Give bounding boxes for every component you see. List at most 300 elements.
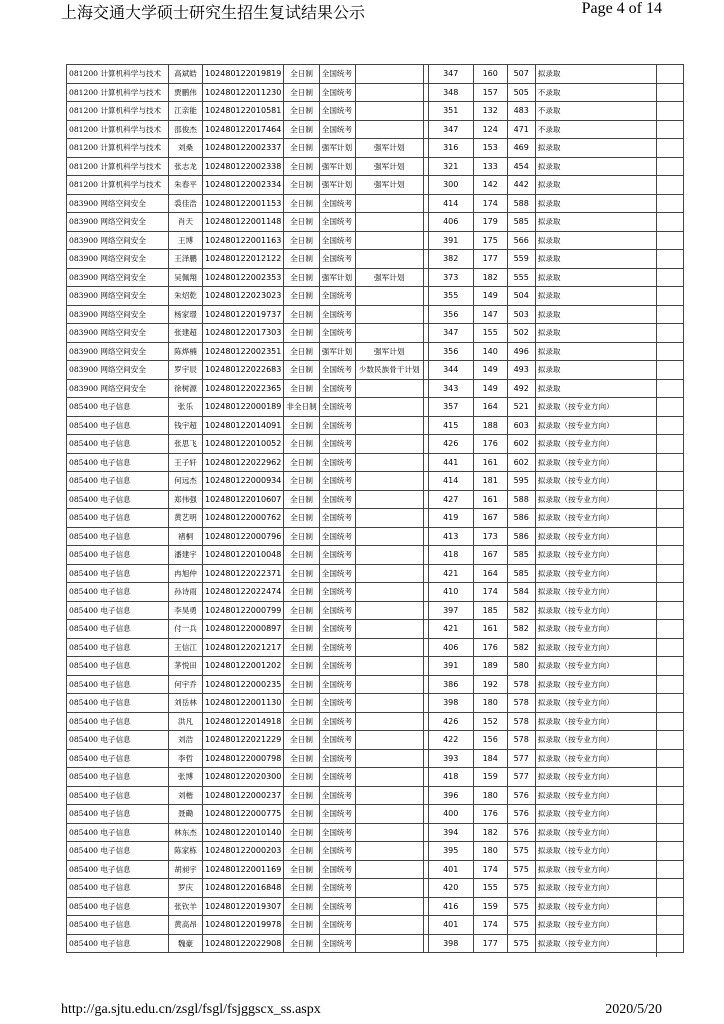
result-cell: 拟录取（按专业方向）	[535, 675, 683, 694]
total-score-cell: 575	[507, 879, 535, 898]
study-mode-cell: 全日制	[284, 638, 319, 657]
major-cell: 085400 电子信息	[67, 823, 169, 842]
exam-type-cell: 强军计划	[319, 139, 355, 158]
exam-id-cell: 102480122014918	[203, 712, 284, 731]
total-score-cell: 580	[507, 657, 535, 676]
table-row	[67, 564, 684, 583]
exam-type-cell: 全国统考	[319, 842, 355, 861]
name-cell: 冉旭仲	[169, 564, 203, 583]
exam-id-cell: 102480122000799	[203, 601, 284, 620]
special-plan-cell	[355, 379, 423, 398]
result-cell: 拟录取（按专业方向）	[535, 842, 683, 861]
total-score-cell: 471	[507, 120, 535, 139]
exam-type-cell: 全国统考	[319, 83, 355, 102]
name-cell: 肖天	[169, 213, 203, 232]
interview-score-cell: 167	[473, 509, 507, 528]
initial-score-cell: 347	[428, 324, 473, 343]
special-plan-cell	[355, 102, 423, 121]
study-mode-cell: 全日制	[284, 231, 319, 250]
major-cell: 085400 电子信息	[67, 472, 169, 491]
result-cell: 拟录取（按专业方向）	[535, 601, 683, 620]
special-plan-cell	[355, 879, 423, 898]
initial-score-cell: 418	[428, 768, 473, 787]
major-cell: 085400 电子信息	[67, 675, 169, 694]
total-score-cell: 493	[507, 361, 535, 380]
exam-id-cell: 102480122021229	[203, 731, 284, 750]
name-cell: 郑伟强	[169, 490, 203, 509]
interview-score-cell: 181	[473, 472, 507, 491]
exam-type-cell: 全国统考	[319, 786, 355, 805]
special-plan-cell	[355, 712, 423, 731]
special-plan-cell	[355, 250, 423, 269]
special-plan-cell	[355, 324, 423, 343]
initial-score-cell: 416	[428, 897, 473, 916]
major-cell: 081200 计算机科学与技术	[67, 176, 169, 195]
interview-score-cell: 164	[473, 398, 507, 417]
exam-type-cell: 全国统考	[319, 250, 355, 269]
major-cell: 085400 电子信息	[67, 897, 169, 916]
total-score-cell: 575	[507, 897, 535, 916]
special-plan-cell	[355, 860, 423, 879]
study-mode-cell: 全日制	[284, 879, 319, 898]
table-row	[67, 675, 684, 694]
table-row	[67, 453, 684, 472]
exam-type-cell: 全国统考	[319, 379, 355, 398]
special-plan-cell	[355, 583, 423, 602]
initial-score-cell: 321	[428, 157, 473, 176]
initial-score-cell: 401	[428, 860, 473, 879]
total-score-cell: 578	[507, 675, 535, 694]
total-score-cell: 521	[507, 398, 535, 417]
result-cell: 拟录取	[535, 305, 683, 324]
exam-type-cell: 全国统考	[319, 361, 355, 380]
major-cell: 083900 网络空间安全	[67, 250, 169, 269]
study-mode-cell: 全日制	[284, 712, 319, 731]
exam-type-cell: 全国统考	[319, 620, 355, 639]
exam-type-cell: 全国统考	[319, 897, 355, 916]
study-mode-cell: 全日制	[284, 139, 319, 158]
exam-type-cell: 全国统考	[319, 694, 355, 713]
initial-score-cell: 426	[428, 435, 473, 454]
exam-id-cell: 102480122010607	[203, 490, 284, 509]
interview-score-cell: 164	[473, 564, 507, 583]
major-cell: 081200 计算机科学与技术	[67, 83, 169, 102]
interview-score-cell: 142	[473, 176, 507, 195]
major-cell: 085400 电子信息	[67, 768, 169, 787]
study-mode-cell: 全日制	[284, 83, 319, 102]
table-row	[67, 712, 684, 731]
interview-score-cell: 152	[473, 712, 507, 731]
special-plan-cell	[355, 934, 423, 953]
study-mode-cell: 全日制	[284, 416, 319, 435]
special-plan-cell	[355, 527, 423, 546]
exam-type-cell: 全国统考	[319, 916, 355, 935]
table-row	[67, 176, 684, 195]
interview-score-cell: 140	[473, 342, 507, 361]
major-cell: 083900 网络空间安全	[67, 361, 169, 380]
name-cell: 付一兵	[169, 620, 203, 639]
total-score-cell: 575	[507, 860, 535, 879]
result-cell: 拟录取（按专业方向）	[535, 435, 683, 454]
major-cell: 083900 网络空间安全	[67, 194, 169, 213]
major-cell: 085400 电子信息	[67, 916, 169, 935]
initial-score-cell: 394	[428, 823, 473, 842]
interview-score-cell: 173	[473, 527, 507, 546]
interview-score-cell: 177	[473, 250, 507, 269]
study-mode-cell: 全日制	[284, 805, 319, 824]
interview-score-cell: 176	[473, 435, 507, 454]
initial-score-cell: 400	[428, 805, 473, 824]
name-cell: 贾鹏伟	[169, 83, 203, 102]
name-cell: 张钦羊	[169, 897, 203, 916]
result-cell: 拟录取	[535, 287, 683, 306]
interview-score-cell: 174	[473, 194, 507, 213]
study-mode-cell: 全日制	[284, 897, 319, 916]
special-plan-cell: 强军计划	[355, 268, 423, 287]
major-cell: 081200 计算机科学与技术	[67, 157, 169, 176]
result-cell: 拟录取（按专业方向）	[535, 657, 683, 676]
total-score-cell: 588	[507, 194, 535, 213]
name-cell: 刘浩	[169, 731, 203, 750]
result-cell: 拟录取（按专业方向）	[535, 731, 683, 750]
initial-score-cell: 386	[428, 675, 473, 694]
interview-score-cell: 184	[473, 749, 507, 768]
exam-id-cell: 102480122000796	[203, 527, 284, 546]
special-plan-cell	[355, 213, 423, 232]
exam-id-cell: 102480122014091	[203, 416, 284, 435]
exam-id-cell: 102480122010140	[203, 823, 284, 842]
table-row	[67, 842, 684, 861]
exam-type-cell: 全国统考	[319, 324, 355, 343]
table-row	[67, 213, 684, 232]
interview-score-cell: 182	[473, 823, 507, 842]
name-cell: 何宇乔	[169, 675, 203, 694]
study-mode-cell: 全日制	[284, 176, 319, 195]
name-cell: 黄高昂	[169, 916, 203, 935]
initial-score-cell: 343	[428, 379, 473, 398]
total-score-cell: 582	[507, 620, 535, 639]
major-cell: 085400 电子信息	[67, 620, 169, 639]
study-mode-cell: 全日制	[284, 860, 319, 879]
study-mode-cell: 全日制	[284, 768, 319, 787]
special-plan-cell	[355, 231, 423, 250]
table-row	[67, 416, 684, 435]
interview-score-cell: 188	[473, 416, 507, 435]
major-cell: 081200 计算机科学与技术	[67, 65, 169, 84]
special-plan-cell	[355, 416, 423, 435]
exam-type-cell: 全国统考	[319, 416, 355, 435]
special-plan-cell: 强军计划	[355, 342, 423, 361]
initial-score-cell: 415	[428, 416, 473, 435]
total-score-cell: 504	[507, 287, 535, 306]
table-row	[67, 786, 684, 805]
table-row	[67, 435, 684, 454]
interview-score-cell: 180	[473, 842, 507, 861]
result-cell: 拟录取	[535, 213, 683, 232]
initial-score-cell: 382	[428, 250, 473, 269]
result-cell: 拟录取（按专业方向）	[535, 860, 683, 879]
total-score-cell: 578	[507, 694, 535, 713]
interview-score-cell: 180	[473, 694, 507, 713]
name-cell: 杨家璟	[169, 305, 203, 324]
table-row	[67, 879, 684, 898]
major-cell: 085400 电子信息	[67, 657, 169, 676]
exam-type-cell: 全国统考	[319, 546, 355, 565]
total-score-cell: 602	[507, 435, 535, 454]
initial-score-cell: 406	[428, 213, 473, 232]
major-cell: 085400 电子信息	[67, 638, 169, 657]
total-score-cell: 582	[507, 601, 535, 620]
exam-type-cell: 全国统考	[319, 305, 355, 324]
study-mode-cell: 全日制	[284, 342, 319, 361]
result-cell: 拟录取（按专业方向）	[535, 620, 683, 639]
result-cell: 拟录取（按专业方向）	[535, 638, 683, 657]
exam-id-cell: 102480122010581	[203, 102, 284, 121]
exam-type-cell: 全国统考	[319, 509, 355, 528]
study-mode-cell: 全日制	[284, 453, 319, 472]
exam-id-cell: 102480122020300	[203, 768, 284, 787]
special-plan-cell	[355, 305, 423, 324]
interview-score-cell: 180	[473, 786, 507, 805]
interview-score-cell: 149	[473, 361, 507, 380]
name-cell: 钱宇超	[169, 416, 203, 435]
name-cell: 朱炤乾	[169, 287, 203, 306]
major-cell: 085400 电子信息	[67, 527, 169, 546]
initial-score-cell: 391	[428, 657, 473, 676]
table-row	[67, 860, 684, 879]
initial-score-cell: 357	[428, 398, 473, 417]
name-cell: 高斌皓	[169, 65, 203, 84]
interview-score-cell: 161	[473, 490, 507, 509]
interview-score-cell: 176	[473, 805, 507, 824]
special-plan-cell	[355, 472, 423, 491]
special-plan-cell	[355, 786, 423, 805]
exam-id-cell: 102480122022474	[203, 583, 284, 602]
initial-score-cell: 351	[428, 102, 473, 121]
table-row	[67, 823, 684, 842]
interview-score-cell: 176	[473, 638, 507, 657]
exam-id-cell: 102480122019978	[203, 916, 284, 935]
total-score-cell: 507	[507, 65, 535, 84]
initial-score-cell: 347	[428, 120, 473, 139]
study-mode-cell: 全日制	[284, 305, 319, 324]
name-cell: 王子轩	[169, 453, 203, 472]
total-score-cell: 576	[507, 823, 535, 842]
result-cell: 拟录取（按专业方向）	[535, 786, 683, 805]
exam-type-cell: 全国统考	[319, 398, 355, 417]
result-cell: 拟录取	[535, 194, 683, 213]
exam-id-cell: 102480122002334	[203, 176, 284, 195]
initial-score-cell: 398	[428, 694, 473, 713]
result-cell: 拟录取（按专业方向）	[535, 749, 683, 768]
exam-id-cell: 102480122001148	[203, 213, 284, 232]
initial-score-cell: 316	[428, 139, 473, 158]
exam-type-cell: 全国统考	[319, 120, 355, 139]
total-score-cell: 469	[507, 139, 535, 158]
major-cell: 085400 电子信息	[67, 398, 169, 417]
result-cell: 拟录取（按专业方向）	[535, 416, 683, 435]
study-mode-cell: 全日制	[284, 916, 319, 935]
special-plan-cell	[355, 65, 423, 84]
total-score-cell: 496	[507, 342, 535, 361]
total-score-cell: 578	[507, 712, 535, 731]
study-mode-cell: 全日制	[284, 435, 319, 454]
table-row	[67, 731, 684, 750]
exam-id-cell: 102480122001163	[203, 231, 284, 250]
table-row	[67, 638, 684, 657]
exam-type-cell: 全国统考	[319, 601, 355, 620]
interview-score-cell: 133	[473, 157, 507, 176]
exam-id-cell: 102480122002353	[203, 268, 284, 287]
exam-id-cell: 102480122022962	[203, 453, 284, 472]
table-row	[67, 601, 684, 620]
exam-type-cell: 全国统考	[319, 583, 355, 602]
major-cell: 085400 电子信息	[67, 731, 169, 750]
table-row	[67, 139, 684, 158]
total-score-cell: 502	[507, 324, 535, 343]
total-score-cell: 584	[507, 583, 535, 602]
name-cell: 张博	[169, 768, 203, 787]
name-cell: 吴佩翔	[169, 268, 203, 287]
total-score-cell: 602	[507, 453, 535, 472]
exam-type-cell: 全国统考	[319, 453, 355, 472]
major-cell: 085400 电子信息	[67, 583, 169, 602]
exam-id-cell: 102480122000189	[203, 398, 284, 417]
initial-score-cell: 414	[428, 194, 473, 213]
major-cell: 085400 电子信息	[67, 601, 169, 620]
study-mode-cell: 全日制	[284, 546, 319, 565]
name-cell: 李哲	[169, 749, 203, 768]
study-mode-cell: 全日制	[284, 823, 319, 842]
study-mode-cell: 全日制	[284, 620, 319, 639]
study-mode-cell: 全日制	[284, 361, 319, 380]
exam-type-cell: 全国统考	[319, 657, 355, 676]
total-score-cell: 505	[507, 83, 535, 102]
special-plan-cell	[355, 509, 423, 528]
initial-score-cell: 401	[428, 916, 473, 935]
result-cell: 拟录取（按专业方向）	[535, 916, 683, 935]
initial-score-cell: 344	[428, 361, 473, 380]
interview-score-cell: 159	[473, 768, 507, 787]
total-score-cell: 555	[507, 268, 535, 287]
major-cell: 081200 计算机科学与技术	[67, 120, 169, 139]
initial-score-cell: 397	[428, 601, 473, 620]
total-score-cell: 576	[507, 805, 535, 824]
exam-id-cell: 102480122001153	[203, 194, 284, 213]
total-score-cell: 585	[507, 213, 535, 232]
initial-score-cell: 406	[428, 638, 473, 657]
total-score-cell: 577	[507, 768, 535, 787]
study-mode-cell: 全日制	[284, 268, 319, 287]
table-row	[67, 694, 684, 713]
major-cell: 083900 网络空间安全	[67, 268, 169, 287]
special-plan-cell	[355, 287, 423, 306]
table-row	[67, 120, 684, 139]
total-score-cell: 595	[507, 472, 535, 491]
initial-score-cell: 414	[428, 472, 473, 491]
study-mode-cell: 全日制	[284, 120, 319, 139]
major-cell: 085400 电子信息	[67, 805, 169, 824]
major-cell: 085400 电子信息	[67, 694, 169, 713]
result-cell: 拟录取（按专业方向）	[535, 472, 683, 491]
initial-score-cell: 419	[428, 509, 473, 528]
special-plan-cell: 少数民族骨干计划	[355, 361, 423, 380]
table-row	[67, 509, 684, 528]
name-cell: 茅悦田	[169, 657, 203, 676]
exam-type-cell: 强军计划	[319, 157, 355, 176]
table-row	[67, 583, 684, 602]
study-mode-cell: 全日制	[284, 731, 319, 750]
exam-id-cell: 102480122001202	[203, 657, 284, 676]
table-row	[67, 194, 684, 213]
major-cell: 083900 网络空间安全	[67, 213, 169, 232]
interview-score-cell: 174	[473, 583, 507, 602]
study-mode-cell: 全日制	[284, 842, 319, 861]
exam-id-cell: 102480122019307	[203, 897, 284, 916]
table-row	[67, 490, 684, 509]
initial-score-cell: 348	[428, 83, 473, 102]
name-cell: 刘岳林	[169, 694, 203, 713]
special-plan-cell: 强军计划	[355, 157, 423, 176]
table-row	[67, 342, 684, 361]
special-plan-cell	[355, 194, 423, 213]
study-mode-cell: 非全日制	[284, 398, 319, 417]
table-row	[67, 934, 684, 953]
table-row	[67, 768, 684, 787]
major-cell: 083900 网络空间安全	[67, 231, 169, 250]
exam-id-cell: 102480122001130	[203, 694, 284, 713]
major-cell: 085400 电子信息	[67, 416, 169, 435]
result-cell: 不录取	[535, 120, 683, 139]
exam-id-cell: 102480122019819	[203, 65, 284, 84]
special-plan-cell: 强军计划	[355, 176, 423, 195]
name-cell: 刘楷	[169, 786, 203, 805]
interview-score-cell: 174	[473, 916, 507, 935]
initial-score-cell: 420	[428, 879, 473, 898]
exam-type-cell: 全国统考	[319, 213, 355, 232]
initial-score-cell: 410	[428, 583, 473, 602]
interview-score-cell: 189	[473, 657, 507, 676]
result-cell: 拟录取	[535, 324, 683, 343]
result-cell: 拟录取	[535, 231, 683, 250]
major-cell: 085400 电子信息	[67, 842, 169, 861]
interview-score-cell: 124	[473, 120, 507, 139]
study-mode-cell: 全日制	[284, 213, 319, 232]
total-score-cell: 503	[507, 305, 535, 324]
name-cell: 王泽鹏	[169, 250, 203, 269]
major-cell: 083900 网络空间安全	[67, 379, 169, 398]
major-cell: 081200 计算机科学与技术	[67, 102, 169, 121]
table-row	[67, 472, 684, 491]
major-cell: 083900 网络空间安全	[67, 305, 169, 324]
study-mode-cell: 全日制	[284, 675, 319, 694]
major-cell: 085400 电子信息	[67, 786, 169, 805]
exam-id-cell: 102480122022371	[203, 564, 284, 583]
major-cell: 085400 电子信息	[67, 509, 169, 528]
total-score-cell: 585	[507, 564, 535, 583]
result-cell: 拟录取（按专业方向）	[535, 490, 683, 509]
interview-score-cell: 179	[473, 213, 507, 232]
study-mode-cell: 全日制	[284, 490, 319, 509]
name-cell: 陈烨楠	[169, 342, 203, 361]
result-cell: 拟录取	[535, 379, 683, 398]
result-cell: 拟录取（按专业方向）	[535, 805, 683, 824]
exam-id-cell: 102480122002337	[203, 139, 284, 158]
name-cell: 林东杰	[169, 823, 203, 842]
initial-score-cell: 393	[428, 749, 473, 768]
total-score-cell: 575	[507, 916, 535, 935]
interview-score-cell: 177	[473, 934, 507, 953]
